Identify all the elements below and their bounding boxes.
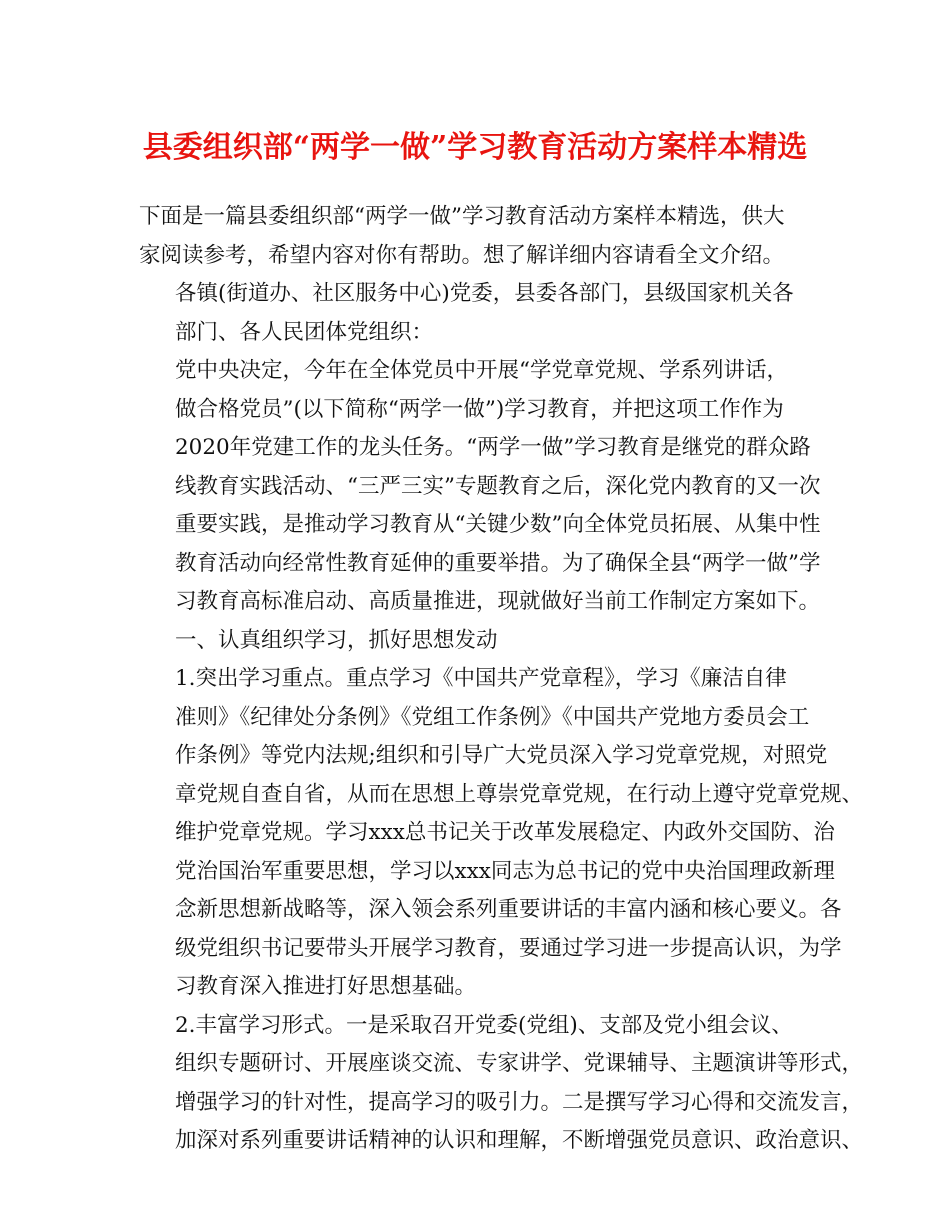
- paragraph-line: 准则》《纪律处分条例》《党组工作条例》《中国共产党地方委员会工: [175, 704, 810, 730]
- document-title: 县委组织部“两学一做”学习教育活动方案样本精选: [142, 130, 808, 165]
- paragraph-line: 家阅读参考，希望内容对你有帮助。想了解详细内容请看全文介绍。: [139, 242, 785, 268]
- paragraph-line: 1.突出学习重点。重点学习《中国共产党章程》，学习《廉洁自律: [175, 666, 787, 691]
- paragraph-line: 习教育高标准启动、高质量推进，现就做好当前工作制定方案如下。: [175, 589, 821, 614]
- paragraph-line: 习教育深入推进打好思想基础。: [175, 974, 477, 999]
- paragraph-line: 2020年党建工作的龙头任务。“两学一做”学习教育是继党的群众路: [175, 435, 811, 460]
- paragraph-line: 各镇(街道办、社区服务中心)党委，县委各部门，县级国家机关各: [175, 281, 794, 306]
- paragraph-line: 下面是一篇县委组织部“两学一做”学习教育活动方案样本精选，供大: [139, 204, 785, 229]
- document-body: [139, 198, 864, 1161]
- paragraph-line: 加深对系列重要讲话精神的认识和理解，不断增强党员意识、政治意识、: [175, 1128, 864, 1153]
- paragraph-line: 线教育实践活动、“三严三实”专题教育之后，深化党内教育的又一次: [175, 473, 821, 499]
- body-paragraph: [139, 1007, 864, 1161]
- body-paragraph: [139, 275, 829, 352]
- body-paragraph: [139, 198, 829, 275]
- paragraph-line: 重要实践，是推动学习教育从“关键少数”向全体党员拓展、从集中性: [175, 512, 821, 537]
- paragraph-line: 教育活动向经常性教育延伸的重要举措。为了确保全县“两学一做”学: [175, 550, 821, 576]
- body-paragraph: [139, 660, 864, 1007]
- paragraph-line: 做合格党员”(以下简称“两学一做”)学习教育，并把这项工作作为: [175, 396, 784, 422]
- paragraph-line: 党中央决定，今年在全体党员中开展“学党章党规、学系列讲话，: [175, 358, 788, 383]
- paragraph-line: 增强学习的针对性，提高学习的吸引力。二是撰写学习心得和交流发言，: [175, 1089, 864, 1115]
- paragraph-line: 念新思想新战略等，深入领会系列重要讲话的丰富内涵和核心要义。各: [175, 897, 842, 922]
- body-paragraph: [139, 622, 829, 661]
- paragraph-line: 党治国治军重要思想，学习以xxx同志为总书记的党中央治国理政新理: [175, 858, 835, 884]
- paragraph-line: 部门、各人民团体党组织：: [175, 319, 434, 345]
- paragraph-line: 一、认真组织学习，抓好思想发动: [175, 627, 498, 653]
- paragraph-line: 组织专题研讨、开展座谈交流、专家讲学、党课辅导、主题演讲等形式，: [175, 1051, 864, 1076]
- paragraph-line: 章党规自查自省，从而在思想上尊崇党章党规，在行动上遵守党章党规、: [175, 781, 864, 807]
- paragraph-line: 级党组织书记要带头开展学习教育，要通过学习进一步提高认识，为学: [175, 935, 842, 961]
- body-paragraph: [139, 352, 829, 622]
- paragraph-line: 维护党章党规。学习xxx总书记关于改革发展稳定、内政外交国防、治: [175, 820, 835, 845]
- paragraph-line: 2.丰富学习形式。一是采取召开党委(党组)、支部及党小组会议、: [175, 1012, 793, 1038]
- paragraph-line: 作条例》等党内法规;组织和引导广大党员深入学习党章党规，对照党: [175, 743, 828, 768]
